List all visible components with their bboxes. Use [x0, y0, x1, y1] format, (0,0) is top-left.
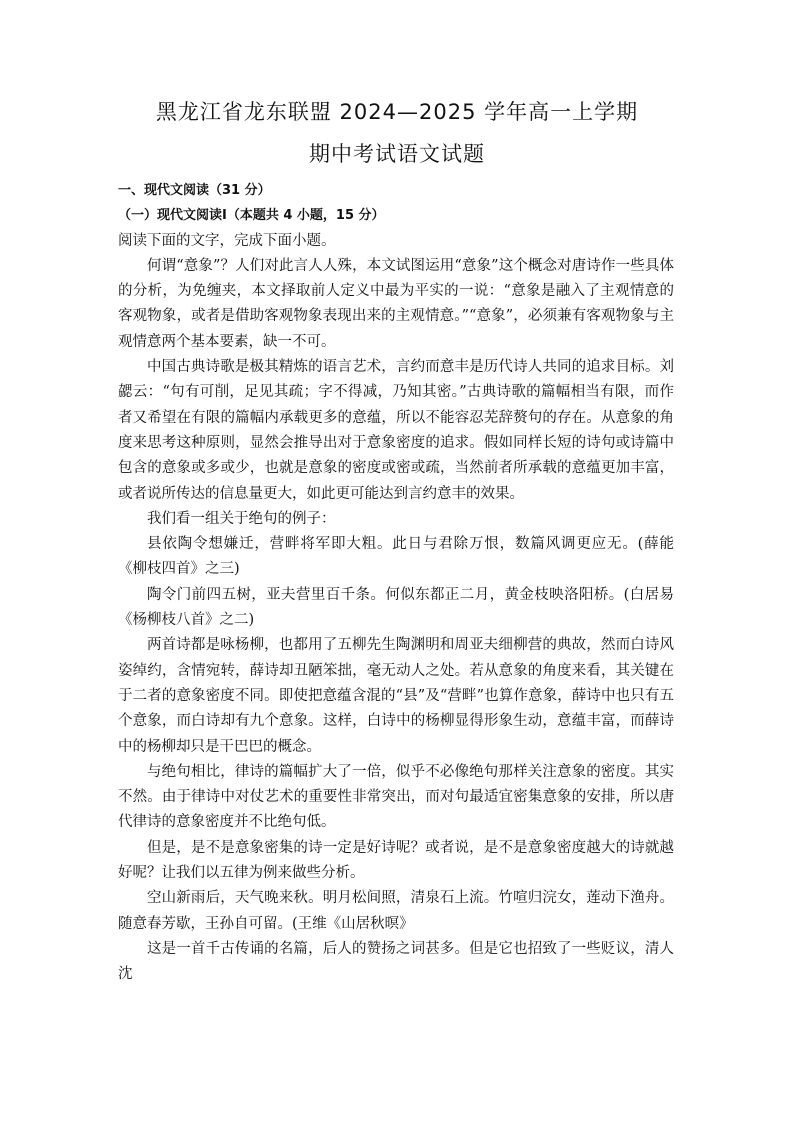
paragraph-definition: 何谓“意象”？人们对此言人人殊，本文试图运用“意象”这个概念对唐诗作一些具体的分析，为免缠夹，本文择取前人定义中最为平实的一说：“意象是融入了主观情意的客观物象，或者是借助客观物象表现出来的主观情意。”“意象”，必须兼有客观物象与主观情意两个基本要素，缺一不可。: [118, 257, 674, 350]
document-title-line-1: 黑龙江省龙东联盟 2024—2025 学年高一上学期: [155, 100, 639, 124]
subsection-heading: （一）现代文阅读Ⅰ（本题共 4 小题，15 分）: [118, 208, 385, 224]
reading-instruction: 阅读下面的文字，完成下面小题。: [118, 232, 336, 249]
paragraph-intro-examples: 我们看一组关于绝句的例子：: [147, 510, 336, 527]
section-heading: 一、现代文阅读（31 分）: [118, 183, 271, 198]
paragraph-language-art: 中国古典诗歌是极其精炼的语言艺术，言约而意丰是历代诗人共同的追求目标。刘勰云：“句有可削，足见其疏；字不得减，乃知其密。”古典诗歌的篇幅相当有限，而作者又希望在有限的篇幅内承载更多的意蕴，所以不能容忍芜辞赘句的存在。从意象的角度来思考这种原则，显然会推导出对于意象密度的追求。假如同样长短的诗句或诗篇中包含的意象或多或少，也就是意象的密度或密或疏，当然前者所承载的意蕴更加丰富，或者说所传达的信息量更大，如此更可能达到言约意丰的效果。: [118, 359, 674, 502]
paragraph-question: 但是，是不是意象密集的诗一定是好诗呢？或者说，是不是意象密度越大的诗就越好呢？让我们以五律为例来做些分析。: [118, 839, 674, 882]
paragraph-comparison: 两首诗都是咏杨柳，也都用了五柳先生陶渊明和周亚夫细柳营的典故，然而白诗风姿绰约，含情宛转，薛诗却丑陋笨拙，毫无动人之处。若从意象的角度来看，其关键在于二者的意象密度不同。即使把意蕴含混的“县”及“营畔”也算作意象，薛诗中也只有五个意象，而白诗却有九个意象。这样，白诗中的杨柳显得形象生动，意蕴丰富，而薛诗中的杨柳却只是干巴巴的概念。: [118, 637, 674, 755]
poem-xue-neng: 县依陶令想嫌迁，营畔将军即大粗。此日与君除万恨，数篇风调更应无。(薛能《柳枝四首》之三): [118, 536, 674, 578]
document-body: [118, 178, 674, 988]
paragraph-regulated-verse: 与绝句相比，律诗的篇幅扩大了一倍，似乎不必像绝句那样关注意象的密度。其实不然。由于律诗中对仗艺术的重要性非常突出，而对句最适宜密集意象的安排，所以唐代律诗的意象密度并不比绝句低。: [118, 763, 674, 831]
paragraph-criticism: 这是一首千古传诵的名篇，后人的赞扬之词甚多。但是它也招致了一些贬议，清人沈: [118, 940, 674, 983]
document-title-line-2: 期中考试语文试题: [309, 142, 485, 166]
poem-wang-wei: 空山新雨后，天气晚来秋。明月松间照，清泉石上流。竹喧归浣女，莲动下渔舟。随意春芳歇，王孙自可留。(王维《山居秋暝》: [118, 890, 674, 932]
poem-bai-juyi: 陶令门前四五树，亚夫营里百千条。何似东都正二月，黄金枝映洛阳桥。(白居易《杨柳枝八首》之二): [118, 586, 674, 629]
